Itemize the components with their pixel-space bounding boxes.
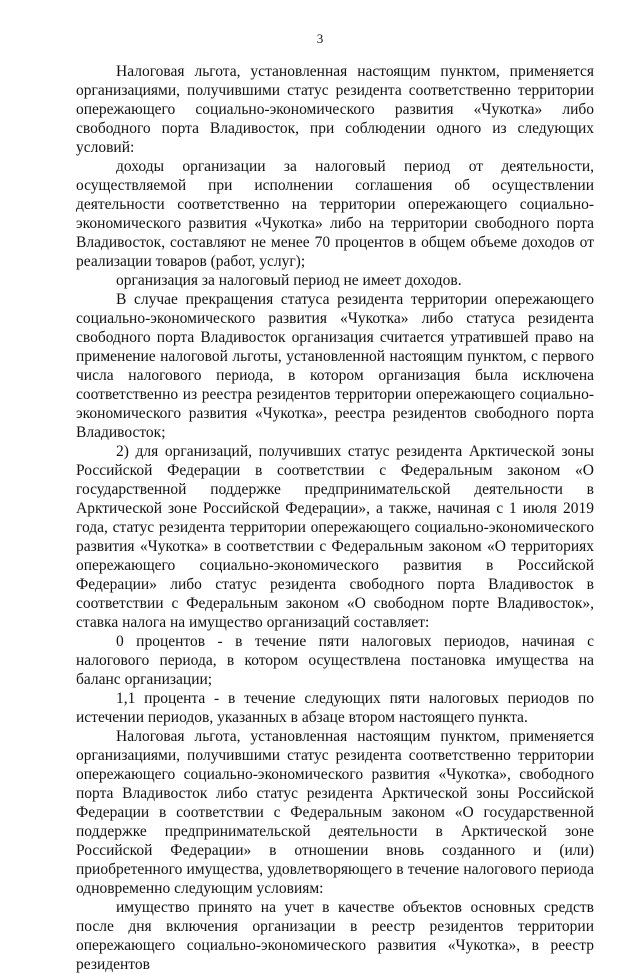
paragraph-status-termination: В случае прекращения статуса резидента территории опережающего социально-экономического развития «Чукотка» либо статуса резидента свободного порта Владивосток организация считается утратившей право на применение налоговой льготы, установленной настоящим пунктом, с первого числа налогового периода, в котором организация была исключена соответственно из реестра резидентов территории опережающего социально-экономического развития «Чукотка», реестра резидентов свободного порта Владивосток; (76, 291, 594, 441)
paragraph-property-registration: имущество принято на учет в качестве объектов основных средств после дня включения организации в реестр резидентов территории опережающего социально-экономического развития «Чукотка», в реестр резидентов (76, 899, 594, 973)
page-number: 3 (316, 31, 324, 46)
paragraph-income-condition: доходы организации за налоговый период от деятельности, осуществляемой при исполнении соглашения об осуществлении деятельности соответственно на территории опережающего социально-экономического развития «Чукотка» либо на территории свободного порта Владивосток, составляют не менее 70 процентов в общем объеме доходов от реализации товаров (работ, услуг); (76, 158, 594, 270)
paragraph-tax-benefit-conditions: Налоговая льгота, установленная настоящим пунктом, применяется организациями, получившими статус резидента соответственно территории опережающего социально-экономического развития «Чукотка» либо свободного порта Владивосток, при соблюдении одного из следующих условий: (76, 63, 594, 156)
paragraph-item-2-tax-rate: 2) для организаций, получивших статус резидента Арктической зоны Российской Федерации в соответствии с Федеральным законом «О государственной поддержке предпринимательской деятельности в Арктической зоне Российской Федерации», а также, начиная с 1 июля 2019 года, статус резидента территории опережающего социально-экономического развития «Чукотка» в соответствии с Федеральным законом «О территориях опережающего социально-экономического развития в Российской Федерации» либо статус резидента свободного порта Владивосток в соответствии с Федеральным законом «О свободном порте Владивосток», ставка налога на имущество организаций составляет: (76, 443, 594, 631)
paragraph-no-income-condition: организация за налоговый период не имеет доходов. (116, 272, 462, 289)
page-body-text (76, 62, 594, 974)
paragraph-benefit-new-property: Налоговая льгота, установленная настоящим пунктом, применяется организациями, получившими статус резидента соответственно территории опережающего социально-экономического развития «Чукотка», свободного порта Владивосток либо статус резидента Арктической зоны Российской Федерации в соответствии с Федеральным законом «О государственной поддержке предпринимательской деятельности в Арктической зоне Российской Федерации» в отношении вновь созданного и (или) приобретенного имущества, удовлетворяющего в течение налогового периода одновременно следующим условиям: (76, 728, 594, 897)
paragraph-reduced-rate: 1,1 процента - в течение следующих пяти налоговых периодов по истечении периодов, указанных в абзаце втором настоящего пункта. (76, 690, 594, 726)
paragraph-zero-percent-rate: 0 процентов - в течение пяти налоговых периодов, начиная с налогового периода, в котором осуществлена постановка имущества на баланс организации; (76, 633, 594, 688)
